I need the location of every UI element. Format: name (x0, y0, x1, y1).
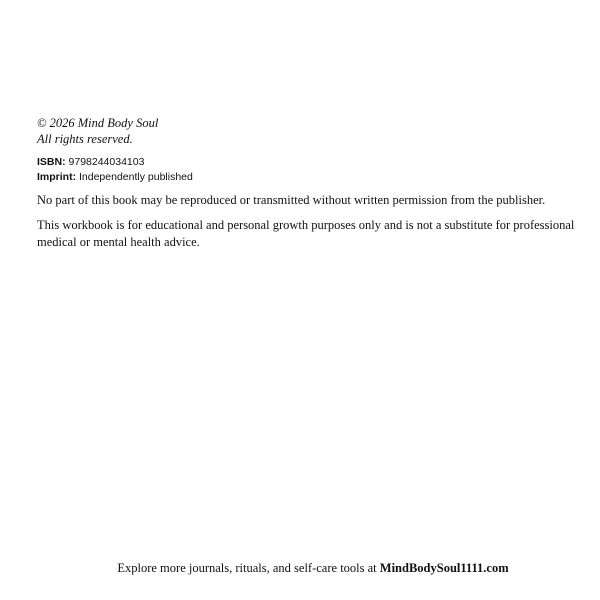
footer-promo (0, 560, 600, 576)
footer-text: Explore more journals, rituals, and self-care tools at (117, 561, 377, 575)
isbn-label: ISBN: (37, 156, 66, 168)
rights-reserved-line: All rights reserved. (37, 132, 133, 146)
book-metadata (37, 155, 589, 185)
imprint-value: Independently published (79, 171, 193, 183)
footer-website: MindBodySoul1111.com (379, 561, 509, 575)
isbn-row (37, 155, 589, 170)
imprint-row (37, 170, 589, 185)
imprint-label: Imprint: (37, 171, 77, 183)
copyright-block (37, 115, 589, 251)
disclaimer-notice: This workbook is for educational and personal growth purposes only and is not a substitute for professional medical or mental health advice. (37, 218, 575, 249)
isbn-value: 9798244034103 (68, 156, 145, 168)
reproduction-notice: No part of this book may be reproduced or transmitted without written permission from the publisher. (37, 193, 546, 207)
copyright-line: © 2026 Mind Body Soul (37, 116, 159, 130)
